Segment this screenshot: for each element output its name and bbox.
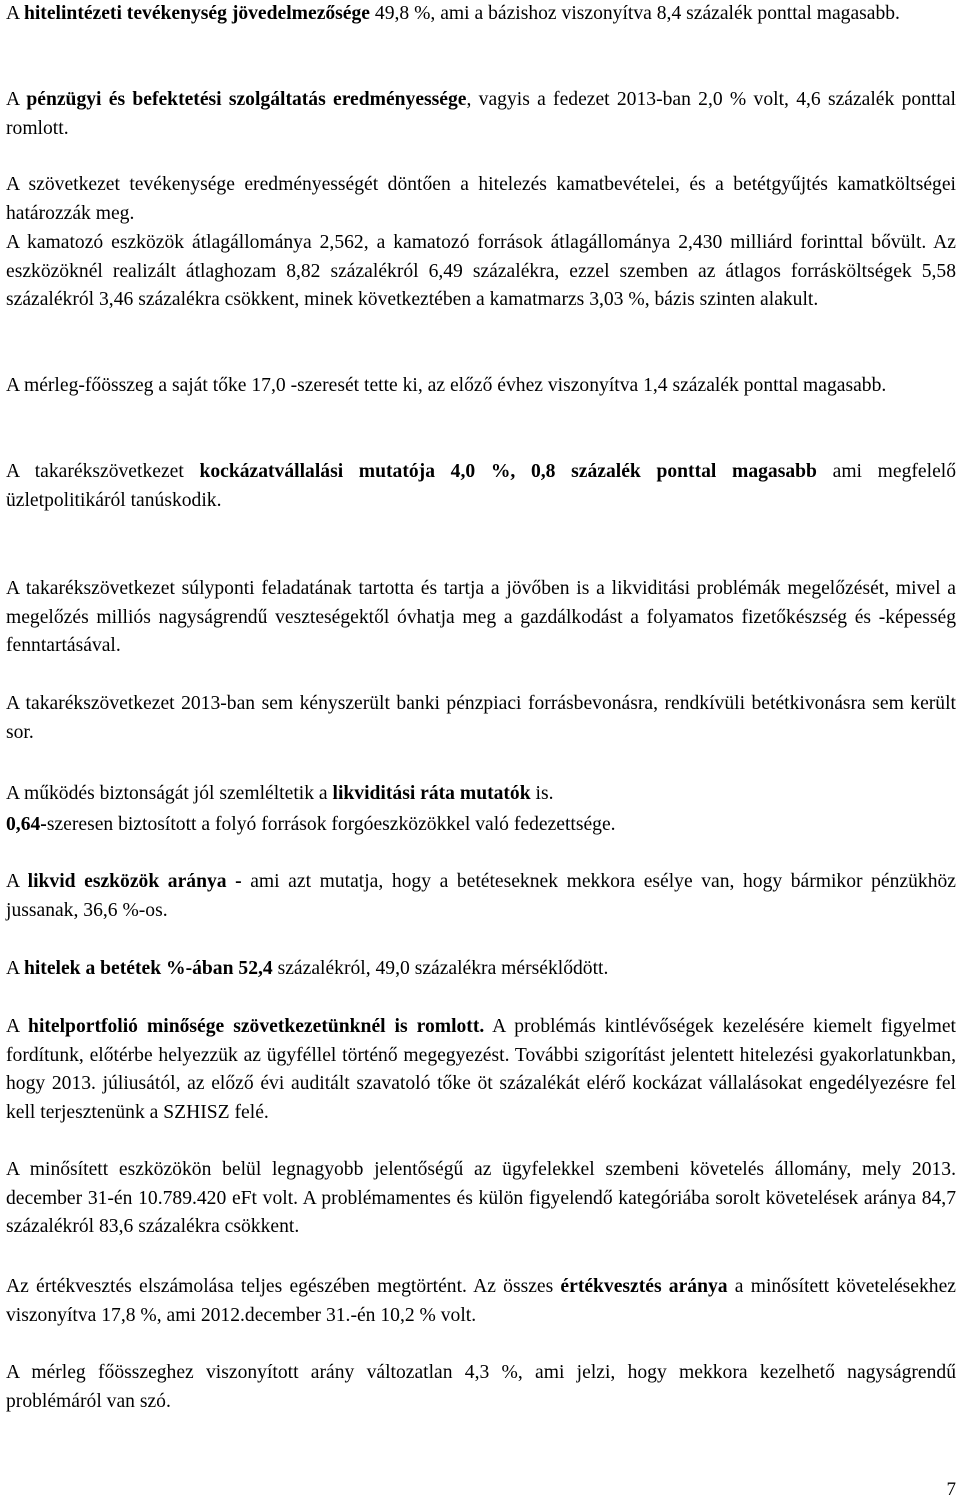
paragraph-fedezettseg — [6, 811, 956, 840]
paragraph-hitelintezeti — [6, 0, 956, 29]
text-run: ami azt mutatja, hogy a betéteseknek mekkora esélye van, hogy bármikor pénzükhöz jussanak, 36,6 %-os. — [6, 871, 956, 921]
text-run: százalékról, 49,0 százalékra mérséklődött. — [272, 958, 609, 979]
text-run: A kamatozó eszközök átlagállománya 2,562, a kamatozó források átlagállománya 2,430 milliárd forinttal bővült. Az eszközöknél realizált átlaghozam 8,82 százalékról 6,49 százalékra, ezzel szemben az átlagos forrásköltségek 5,58 százalékról 3,46 százalékra csökkent, minek következtében a kamatmarzs 3,03 %, bázis szinten alakult. — [6, 232, 956, 310]
page-number: 7 — [946, 1479, 956, 1500]
paragraph-rata — [6, 780, 956, 809]
bold-text-run: 0,64- — [6, 814, 47, 835]
text-run: Az értékvesztés elszámolása teljes egészében megtörtént. Az összes — [6, 1276, 561, 1297]
paragraph-szovetkezet — [6, 171, 956, 228]
paragraph-foosszeg — [6, 1359, 956, 1416]
text-run: A — [6, 3, 24, 24]
bold-text-run: hitelportfolió minősége szövetkezetünknél is romlott. — [28, 1016, 485, 1037]
text-run: A problémás kintlévőségek kezelésére kiemelt figyelmet fordítunk, előtérbe helyezzük az ügyféllel történő megegyezést. További szigorítást jelentett hitelezési gyakorlatunkban, hogy 2013. júliusától, az előző évi auditált szavatoló tőke öt százalékát elérő kockázat vállalásokat engedélyezésre fel kell terjesztenünk a SZHISZ felé. — [6, 1016, 956, 1123]
text-run: ami megfelelő üzletpolitikáról tanúskodik. — [6, 461, 957, 511]
paragraph-kenyszerult — [6, 690, 956, 747]
text-run: A takarékszövetkezet 2013-ban sem kényszerült banki pénzpiaci forrásbevonásra, rendkívüli betétkivonásra sem került sor. — [6, 693, 956, 743]
text-run: A minősített eszközökön belül legnagyobb jelentőségű az ügyfelekkel szembeni követelés állomány, mely 2013. december 31-én 10.789.420 eFt volt. A problémamentes és külön figyelendő kategóriába sorolt követelések aránya 84,7 százalékról 83,6 százalékra csökkent. — [6, 1159, 956, 1237]
paragraph-sulyponti — [6, 575, 956, 661]
text-run: A mérleg főösszeghez viszonyított arány változatlan 4,3 %, ami jelzi, hogy mekkora kezelhető nagyságrendű problémáról van szó. — [6, 1362, 956, 1412]
bold-text-run: értékvesztés aránya — [560, 1276, 728, 1297]
paragraph-likvid — [6, 868, 956, 925]
paragraph-penzugyi — [6, 86, 956, 143]
text-run: A takarékszövetkezet súlyponti feladatának tartotta és tartja a jövőben is a likviditási problémák megelőzését, mivel a megelőzés milliós nagyságrendű veszteségektől óvhatja meg a gazdálkodást a folyamatos fizetőkészség és -képesség fenntartásával. — [6, 578, 956, 656]
paragraph-minositett — [6, 1156, 956, 1242]
bold-text-run: pénzügyi és befektetési szolgáltatás eredményessége — [26, 89, 467, 110]
text-run: is. — [530, 783, 554, 804]
text-run: A — [6, 89, 27, 110]
text-run: A takarékszövetkezet — [6, 461, 200, 482]
text-run: 49,8 %, ami a bázishoz viszonyítva 8,4 százalék ponttal magasabb. — [370, 3, 900, 24]
paragraph-kockazat — [6, 458, 956, 515]
bold-text-run: hitelek a betétek %-ában 52,4 — [23, 958, 273, 979]
paragraph-portfolio — [6, 1013, 956, 1127]
text-run: A működés biztonságát jól szemléltetik a — [6, 783, 333, 804]
paragraph-ertekvesztes — [6, 1273, 956, 1330]
text-run: , vagyis a fedezet 2013-ban 2,0 % volt, 4,6 százalék ponttal romlott. — [6, 89, 956, 139]
bold-text-run: hitelintézeti tevékenység jövedelmezősége — [23, 3, 370, 24]
bold-text-run: kockázatvállalási mutatója 4,0 %, 0,8 százalék ponttal magasabb — [199, 461, 817, 482]
paragraph-merleg — [6, 372, 956, 401]
text-run: A — [6, 958, 24, 979]
text-run: a minősített követelésekhez viszonyítva 17,8 %, ami 2012.december 31.-én 10,2 % volt. — [6, 1276, 956, 1326]
text-run: A — [6, 1016, 29, 1037]
paragraph-hitelek — [6, 955, 956, 984]
text-run: A mérleg-főösszeg a saját tőke 17,0 -szeresét tette ki, az előző évhez viszonyítva 1,4 százalék ponttal magasabb. — [6, 375, 887, 396]
text-run: szeresen biztosított a folyó források forgóeszközökkel való fedezettsége. — [46, 814, 616, 835]
bold-text-run: likviditási ráta mutatók — [332, 783, 531, 804]
text-run: A szövetkezet tevékenysége eredményességét döntően a hitelezés kamatbevételei, és a betétgyűjtés kamatköltségei határozzák meg. — [6, 174, 956, 224]
paragraph-kamatozo — [6, 229, 956, 315]
text-run: A — [6, 871, 28, 892]
bold-text-run: likvid eszközök aránya - — [27, 871, 242, 892]
